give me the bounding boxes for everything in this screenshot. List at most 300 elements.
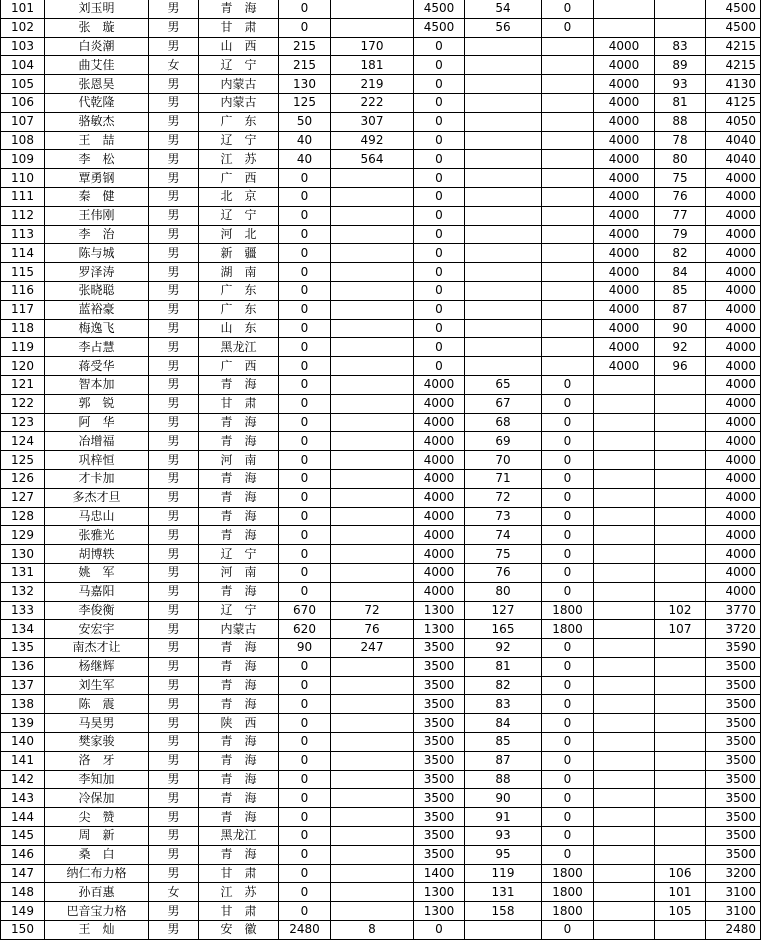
cell-col-b-rank (465, 150, 542, 169)
cell-col-a-value: 40 (279, 131, 331, 150)
cell-col-c-rank (655, 770, 706, 789)
cell-col-c-rank (655, 921, 706, 940)
cell-col-c-value: 0 (542, 413, 594, 432)
cell-col-a-rank: 170 (331, 37, 414, 56)
cell-name: 张雅光 (45, 526, 149, 545)
cell-col-c-rank (655, 507, 706, 526)
cell-col-b-rank: 83 (465, 695, 542, 714)
cell-col-c-value: 0 (542, 507, 594, 526)
cell-rank: 118 (1, 319, 45, 338)
table-row (1, 695, 761, 714)
cell-col-a-rank (331, 18, 414, 37)
cell-col-c-value: 1800 (542, 883, 594, 902)
cell-col-c-value: 0 (542, 789, 594, 808)
cell-rank: 120 (1, 357, 45, 376)
cell-col-a-value: 0 (279, 545, 331, 564)
cell-col-c-subvalue (594, 488, 655, 507)
cell-col-a-rank (331, 300, 414, 319)
table-row (1, 112, 761, 131)
cell-name: 安宏宇 (45, 620, 149, 639)
cell-col-a-value: 0 (279, 281, 331, 300)
cell-name: 冷保加 (45, 789, 149, 808)
cell-gender: 男 (149, 902, 199, 921)
cell-name: 张恩昊 (45, 75, 149, 94)
cell-name: 张晓聪 (45, 281, 149, 300)
cell-col-c-subvalue: 4000 (594, 244, 655, 263)
cell-rank: 147 (1, 864, 45, 883)
cell-col-c-value (542, 300, 594, 319)
cell-col-b-value: 4000 (414, 413, 465, 432)
cell-rank: 142 (1, 770, 45, 789)
cell-col-c-subvalue: 4000 (594, 56, 655, 75)
table-row (1, 56, 761, 75)
cell-total: 4215 (706, 37, 761, 56)
cell-name: 孙百惠 (45, 883, 149, 902)
cell-rank: 102 (1, 18, 45, 37)
cell-col-c-value: 1800 (542, 864, 594, 883)
cell-gender: 男 (149, 225, 199, 244)
cell-col-a-rank (331, 319, 414, 338)
table-row (1, 93, 761, 112)
cell-col-c-rank: 81 (655, 93, 706, 112)
cell-col-c-rank (655, 695, 706, 714)
cell-col-a-value: 130 (279, 75, 331, 94)
cell-rank: 141 (1, 751, 45, 770)
cell-rank: 114 (1, 244, 45, 263)
table-row (1, 883, 761, 902)
cell-col-a-value: 0 (279, 714, 331, 733)
cell-col-c-subvalue (594, 526, 655, 545)
cell-region: 辽 宁 (199, 206, 279, 225)
cell-name: 罗泽涛 (45, 263, 149, 282)
cell-name: 刘生军 (45, 676, 149, 695)
cell-rank: 122 (1, 394, 45, 413)
cell-name: 多杰才旦 (45, 488, 149, 507)
cell-col-a-rank (331, 582, 414, 601)
cell-gender: 男 (149, 413, 199, 432)
cell-col-c-rank: 93 (655, 75, 706, 94)
cell-col-c-rank: 85 (655, 281, 706, 300)
cell-col-c-value: 0 (542, 770, 594, 789)
cell-col-c-value: 0 (542, 563, 594, 582)
cell-col-a-value: 0 (279, 563, 331, 582)
cell-region: 辽 宁 (199, 131, 279, 150)
cell-col-a-value: 0 (279, 845, 331, 864)
cell-col-b-rank: 75 (465, 545, 542, 564)
cell-col-a-value: 0 (279, 187, 331, 206)
cell-region: 青 海 (199, 808, 279, 827)
cell-gender: 男 (149, 695, 199, 714)
cell-col-a-value: 0 (279, 244, 331, 263)
cell-col-b-rank: 127 (465, 601, 542, 620)
cell-gender: 男 (149, 131, 199, 150)
cell-rank: 133 (1, 601, 45, 620)
cell-name: 陈与城 (45, 244, 149, 263)
cell-col-c-value (542, 338, 594, 357)
cell-col-c-subvalue (594, 0, 655, 18)
cell-col-b-value: 0 (414, 150, 465, 169)
cell-region: 辽 宁 (199, 56, 279, 75)
table-body (1, 0, 761, 939)
cell-col-a-rank (331, 808, 414, 827)
cell-col-c-value (542, 93, 594, 112)
cell-gender: 男 (149, 864, 199, 883)
cell-col-a-rank (331, 187, 414, 206)
cell-col-b-value: 3500 (414, 751, 465, 770)
cell-col-a-rank (331, 789, 414, 808)
cell-col-b-value: 0 (414, 281, 465, 300)
cell-col-b-rank (465, 93, 542, 112)
cell-total: 4050 (706, 112, 761, 131)
cell-name: 蓝裕豪 (45, 300, 149, 319)
cell-col-c-value: 0 (542, 808, 594, 827)
cell-col-c-rank (655, 0, 706, 18)
cell-rank: 131 (1, 563, 45, 582)
cell-region: 青 海 (199, 639, 279, 658)
cell-col-c-rank (655, 639, 706, 658)
cell-col-c-value: 0 (542, 545, 594, 564)
cell-col-a-rank (331, 169, 414, 188)
cell-gender: 男 (149, 733, 199, 752)
cell-col-a-value: 0 (279, 394, 331, 413)
cell-col-b-value: 3500 (414, 808, 465, 827)
cell-region: 青 海 (199, 432, 279, 451)
cell-col-a-value: 0 (279, 413, 331, 432)
cell-region: 青 海 (199, 375, 279, 394)
cell-col-a-rank: 247 (331, 639, 414, 658)
cell-col-c-rank (655, 432, 706, 451)
cell-col-b-rank (465, 338, 542, 357)
table-row (1, 864, 761, 883)
cell-name: 周 新 (45, 827, 149, 846)
table-row (1, 545, 761, 564)
cell-gender: 男 (149, 526, 199, 545)
cell-col-a-rank (331, 676, 414, 695)
cell-col-c-value: 0 (542, 827, 594, 846)
cell-col-c-value: 0 (542, 733, 594, 752)
cell-col-b-rank: 93 (465, 827, 542, 846)
cell-col-a-value: 0 (279, 206, 331, 225)
cell-name: 巩梓恒 (45, 451, 149, 470)
table-row (1, 75, 761, 94)
cell-col-a-rank (331, 845, 414, 864)
cell-total: 4000 (706, 582, 761, 601)
cell-gender: 男 (149, 639, 199, 658)
cell-col-b-value: 3500 (414, 789, 465, 808)
cell-col-c-subvalue (594, 789, 655, 808)
table-row (1, 375, 761, 394)
cell-col-c-value: 0 (542, 921, 594, 940)
cell-col-c-value: 0 (542, 375, 594, 394)
cell-rank: 105 (1, 75, 45, 94)
cell-region: 青 海 (199, 770, 279, 789)
cell-col-c-subvalue: 4000 (594, 319, 655, 338)
cell-rank: 134 (1, 620, 45, 639)
cell-col-b-rank (465, 206, 542, 225)
cell-col-b-value: 0 (414, 93, 465, 112)
cell-col-c-value: 0 (542, 714, 594, 733)
cell-gender: 男 (149, 921, 199, 940)
cell-col-a-rank (331, 281, 414, 300)
cell-col-a-value: 215 (279, 56, 331, 75)
cell-gender: 男 (149, 657, 199, 676)
cell-col-b-value: 4000 (414, 451, 465, 470)
cell-col-b-rank (465, 169, 542, 188)
cell-col-b-rank (465, 921, 542, 940)
cell-region: 甘 肃 (199, 864, 279, 883)
cell-col-c-value (542, 169, 594, 188)
cell-col-b-value: 1300 (414, 601, 465, 620)
cell-col-a-rank: 492 (331, 131, 414, 150)
table-row (1, 300, 761, 319)
cell-col-a-rank (331, 902, 414, 921)
cell-rank: 123 (1, 413, 45, 432)
cell-col-c-subvalue (594, 507, 655, 526)
cell-region: 湖 南 (199, 263, 279, 282)
cell-col-b-value: 0 (414, 357, 465, 376)
cell-rank: 137 (1, 676, 45, 695)
cell-col-b-rank: 73 (465, 507, 542, 526)
cell-rank: 129 (1, 526, 45, 545)
cell-col-a-rank (331, 563, 414, 582)
cell-name: 李 治 (45, 225, 149, 244)
cell-name: 张 璇 (45, 18, 149, 37)
cell-col-b-rank: 165 (465, 620, 542, 639)
cell-col-c-rank: 87 (655, 300, 706, 319)
cell-total: 4130 (706, 75, 761, 94)
cell-gender: 男 (149, 112, 199, 131)
cell-col-c-rank: 102 (655, 601, 706, 620)
cell-col-c-subvalue: 4000 (594, 112, 655, 131)
cell-col-a-value: 0 (279, 657, 331, 676)
cell-col-b-rank: 131 (465, 883, 542, 902)
cell-col-c-rank (655, 451, 706, 470)
cell-gender: 男 (149, 545, 199, 564)
cell-col-c-value: 0 (542, 582, 594, 601)
cell-name: 马昊男 (45, 714, 149, 733)
cell-col-a-value: 0 (279, 883, 331, 902)
cell-col-a-value: 0 (279, 695, 331, 714)
cell-region: 甘 肃 (199, 394, 279, 413)
cell-col-b-value: 4000 (414, 582, 465, 601)
cell-total: 4000 (706, 394, 761, 413)
cell-col-a-rank (331, 657, 414, 676)
cell-gender: 男 (149, 187, 199, 206)
cell-col-b-value: 4000 (414, 469, 465, 488)
cell-col-c-subvalue (594, 413, 655, 432)
cell-col-c-value (542, 263, 594, 282)
cell-col-c-subvalue: 4000 (594, 93, 655, 112)
cell-region: 广 西 (199, 357, 279, 376)
table-row (1, 808, 761, 827)
cell-col-b-value: 3500 (414, 639, 465, 658)
cell-col-c-value (542, 112, 594, 131)
table-row (1, 733, 761, 752)
cell-col-c-value (542, 187, 594, 206)
cell-rank: 126 (1, 469, 45, 488)
cell-col-b-value: 3500 (414, 657, 465, 676)
cell-region: 内蒙古 (199, 75, 279, 94)
cell-col-c-value: 0 (542, 394, 594, 413)
cell-col-c-rank (655, 827, 706, 846)
cell-rank: 150 (1, 921, 45, 940)
cell-rank: 119 (1, 338, 45, 357)
cell-col-b-rank: 90 (465, 789, 542, 808)
cell-col-c-value (542, 319, 594, 338)
cell-col-c-rank (655, 733, 706, 752)
cell-col-b-rank: 87 (465, 751, 542, 770)
cell-gender: 男 (149, 845, 199, 864)
cell-col-c-rank: 84 (655, 263, 706, 282)
cell-col-a-rank (331, 375, 414, 394)
cell-total: 4000 (706, 563, 761, 582)
table-row (1, 620, 761, 639)
cell-col-c-subvalue (594, 695, 655, 714)
cell-col-c-subvalue (594, 902, 655, 921)
cell-gender: 男 (149, 789, 199, 808)
cell-col-c-subvalue: 4000 (594, 300, 655, 319)
cell-col-b-value: 0 (414, 300, 465, 319)
cell-col-c-subvalue (594, 733, 655, 752)
cell-col-b-value: 0 (414, 169, 465, 188)
cell-col-b-value: 3500 (414, 695, 465, 714)
cell-region: 江 苏 (199, 150, 279, 169)
cell-col-b-rank (465, 75, 542, 94)
cell-col-c-value: 0 (542, 639, 594, 658)
table-row (1, 714, 761, 733)
cell-total: 4000 (706, 263, 761, 282)
cell-col-a-rank (331, 714, 414, 733)
cell-col-b-rank: 71 (465, 469, 542, 488)
cell-rank: 121 (1, 375, 45, 394)
table-row (1, 507, 761, 526)
cell-region: 青 海 (199, 789, 279, 808)
cell-total: 4000 (706, 526, 761, 545)
cell-col-a-value: 0 (279, 432, 331, 451)
cell-col-a-rank (331, 469, 414, 488)
cell-total: 4000 (706, 413, 761, 432)
table-row (1, 526, 761, 545)
cell-gender: 男 (149, 93, 199, 112)
cell-name: 李 松 (45, 150, 149, 169)
cell-col-b-value: 0 (414, 56, 465, 75)
table-row (1, 187, 761, 206)
cell-name: 尖 赞 (45, 808, 149, 827)
cell-col-c-subvalue: 4000 (594, 169, 655, 188)
cell-col-c-subvalue: 4000 (594, 225, 655, 244)
table-row (1, 338, 761, 357)
table-row (1, 657, 761, 676)
cell-region: 辽 宁 (199, 545, 279, 564)
cell-name: 王 灿 (45, 921, 149, 940)
cell-rank: 109 (1, 150, 45, 169)
cell-rank: 124 (1, 432, 45, 451)
cell-col-b-rank: 88 (465, 770, 542, 789)
cell-region: 青 海 (199, 751, 279, 770)
cell-region: 黑龙江 (199, 827, 279, 846)
cell-region: 黑龙江 (199, 338, 279, 357)
cell-region: 内蒙古 (199, 93, 279, 112)
cell-col-c-subvalue (594, 639, 655, 658)
cell-rank: 145 (1, 827, 45, 846)
table-row (1, 770, 761, 789)
table-row (1, 639, 761, 658)
table-row (1, 488, 761, 507)
cell-gender: 男 (149, 563, 199, 582)
cell-col-c-rank (655, 394, 706, 413)
cell-total: 3200 (706, 864, 761, 883)
cell-col-a-rank: 222 (331, 93, 414, 112)
cell-col-b-rank (465, 319, 542, 338)
cell-col-a-value: 0 (279, 733, 331, 752)
table-row (1, 432, 761, 451)
cell-col-a-rank (331, 545, 414, 564)
cell-total: 3500 (706, 827, 761, 846)
cell-region: 青 海 (199, 695, 279, 714)
table-row (1, 18, 761, 37)
cell-region: 青 海 (199, 413, 279, 432)
cell-col-a-rank (331, 488, 414, 507)
cell-col-b-value: 4000 (414, 394, 465, 413)
cell-col-c-value: 0 (542, 0, 594, 18)
cell-col-b-rank: 74 (465, 526, 542, 545)
cell-col-a-value: 0 (279, 488, 331, 507)
cell-col-b-value: 0 (414, 131, 465, 150)
cell-gender: 男 (149, 375, 199, 394)
cell-col-a-rank: 181 (331, 56, 414, 75)
table-row (1, 244, 761, 263)
table-row (1, 225, 761, 244)
cell-gender: 男 (149, 244, 199, 263)
cell-col-c-subvalue (594, 601, 655, 620)
cell-col-a-rank (331, 507, 414, 526)
cell-col-a-value: 40 (279, 150, 331, 169)
cell-col-b-value: 1300 (414, 620, 465, 639)
table-row (1, 451, 761, 470)
cell-gender: 男 (149, 620, 199, 639)
cell-col-b-value: 3500 (414, 845, 465, 864)
cell-col-a-rank (331, 883, 414, 902)
cell-total: 4000 (706, 507, 761, 526)
cell-rank: 101 (1, 0, 45, 18)
cell-col-b-value: 3500 (414, 676, 465, 695)
cell-name: 姚 军 (45, 563, 149, 582)
cell-name: 骆敏杰 (45, 112, 149, 131)
cell-col-c-subvalue: 4000 (594, 263, 655, 282)
cell-name: 白炎潮 (45, 37, 149, 56)
cell-col-b-value: 4000 (414, 563, 465, 582)
cell-total: 4040 (706, 131, 761, 150)
cell-col-c-rank (655, 751, 706, 770)
cell-col-c-subvalue: 4000 (594, 187, 655, 206)
cell-col-a-value: 0 (279, 526, 331, 545)
cell-region: 广 东 (199, 112, 279, 131)
cell-rank: 139 (1, 714, 45, 733)
cell-col-a-rank (331, 244, 414, 263)
cell-col-b-value: 4000 (414, 375, 465, 394)
cell-col-a-value: 620 (279, 620, 331, 639)
cell-rank: 125 (1, 451, 45, 470)
cell-rank: 106 (1, 93, 45, 112)
cell-col-a-rank: 219 (331, 75, 414, 94)
table-row (1, 469, 761, 488)
table-row (1, 319, 761, 338)
cell-col-b-rank: 158 (465, 902, 542, 921)
cell-col-a-value: 0 (279, 0, 331, 18)
cell-col-c-subvalue: 4000 (594, 131, 655, 150)
cell-rank: 104 (1, 56, 45, 75)
cell-col-c-rank: 96 (655, 357, 706, 376)
